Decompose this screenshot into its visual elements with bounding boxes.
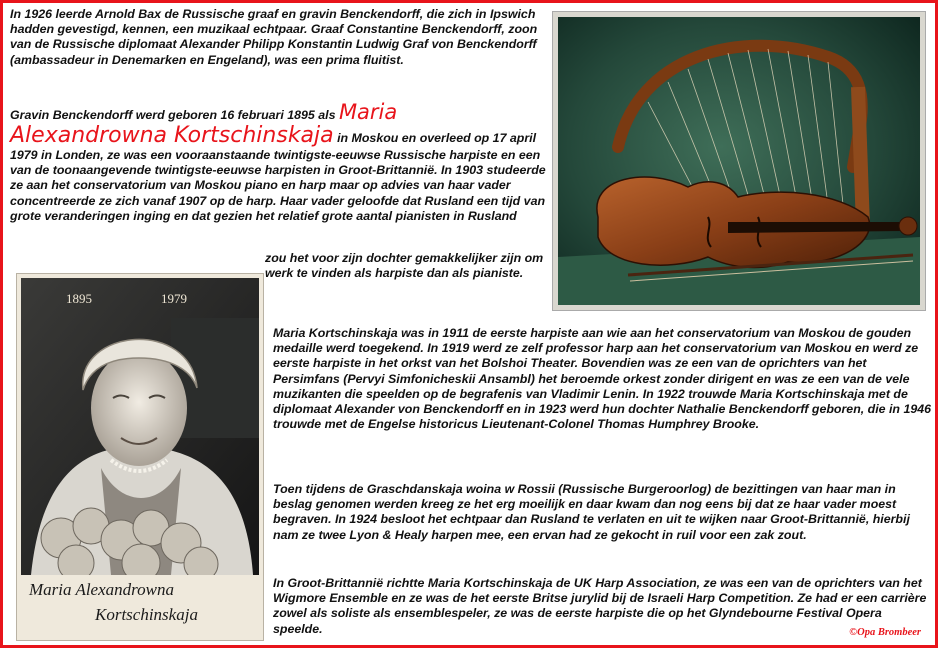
paragraph-emigration: Toen tijdens de Graschdanskaja woina w Rossii (Russische Burgeroorlog) de bezittingen van haar man in beslag genomen werden kreeg ze het erg moeilijk en daar kwam dan nog eens bij dat ze haar vader moest begraven. In 1924 besloot het echtpaar dan Rusland te verlaten en uit te wijken naar Groot-Brittannië, hierbij nam ze twee Lyon & Healy harpen mee, een ervan had ze gekocht in ruil voor een zak zout. <box>273 482 910 542</box>
credit-text: ©Opa Brombeer <box>849 627 921 638</box>
name-highlight-2: Alexandrowna Kortschinskaja <box>10 123 334 148</box>
portrait-card <box>16 273 264 641</box>
paragraph-career: Maria Kortschinskaja was in 1911 de eerste harpiste aan wie aan het conservatorium van Moskou de gouden medaille werd toegekend. In 1919 werd ze zelf professor harp aan het conservatorium van Moskou en werd ze eerste harpiste in het orkst van het Bolshoi Theater. Bovendien was ze een van de oprichters van het Persimfans (Pervyi Simfonicheskii Ansambl) het beroemde orkest zonder dirigent en was ze een van de vele muzikanten die speelden op de begrafenis van Vladimir Lenin. In 1922 trouwde Maria Kortschinskaja met de diplomaat Alexander von Benckendorff en in 1923 werd hun dochter Nathalie Benckendorff geboren, die in 1946 trouwde met de Engelse historicus Lieutenant-Colonel Thomas Humphrey Brooke. <box>273 326 932 432</box>
birth-intro-text: Gravin Benckendorff werd geboren 16 februari 1895 als <box>10 108 339 122</box>
name-highlight-1: Maria <box>338 100 398 124</box>
death-year-label: 1979 <box>161 291 187 306</box>
paragraph-biography <box>10 124 560 224</box>
portrait-photo <box>21 278 259 575</box>
paragraph-intro: In 1926 leerde Arnold Bax de Russische graaf en gravin Benckendorff, die zich in Ipswich hadden gevestigd, kennen, een muzikaal echtpaar. Graaf Constantine Benckendorff, zoon van de Russische diplomaat Alexander Philipp Konstantin Ludwig Graf von Benckendorff (ambassadeur in Denemarken en Engeland), was een prima fluitist. <box>10 7 538 67</box>
portrait-caption-line1: Maria Alexandrowna <box>29 580 174 599</box>
paragraph-biography-continued: zou het voor zijn dochter gemakkelijker zijn om werk te vinden als harpiste dan als pianiste. <box>265 251 544 281</box>
portrait-caption-line2: Kortschinskaja <box>95 605 198 624</box>
woman-portrait-image <box>21 278 259 575</box>
harp-violin-image <box>558 17 920 305</box>
birth-year-label: 1895 <box>66 291 92 306</box>
harp-painting <box>552 11 926 311</box>
biography-text: in Moskou en overleed op 17 april 1979 in Londen, ze was een vooraanstaande twintigste-eeuwse Russische harpiste en een van de toonaangevende twintigste-eeuwse harpisten in Groot-Brittannië. In 1903 studeerde ze aan het conservatorium van Moskou piano en harp maar op advies van haar vader concentreerde ze zich vanaf 1907 op de harp. Haar vader geloofde dat Rusland een tijd van grote veranderingen inging en dat gezien het relatief grote aantal pianisten in Rusland <box>10 131 546 223</box>
paragraph-uk: In Groot-Brittannië richtte Maria Kortschinskaja de UK Harp Association, ze was een van de oprichters van het Wigmore Ensemble en ze was de het eerste Britse jurylid bij de Israeli Harp Competition. Ze had er een carrière zowel als soliste als ensemblespeler, ze was de eerste harpiste die op het Glyndebourne Festival Opera speelde. <box>273 576 927 636</box>
